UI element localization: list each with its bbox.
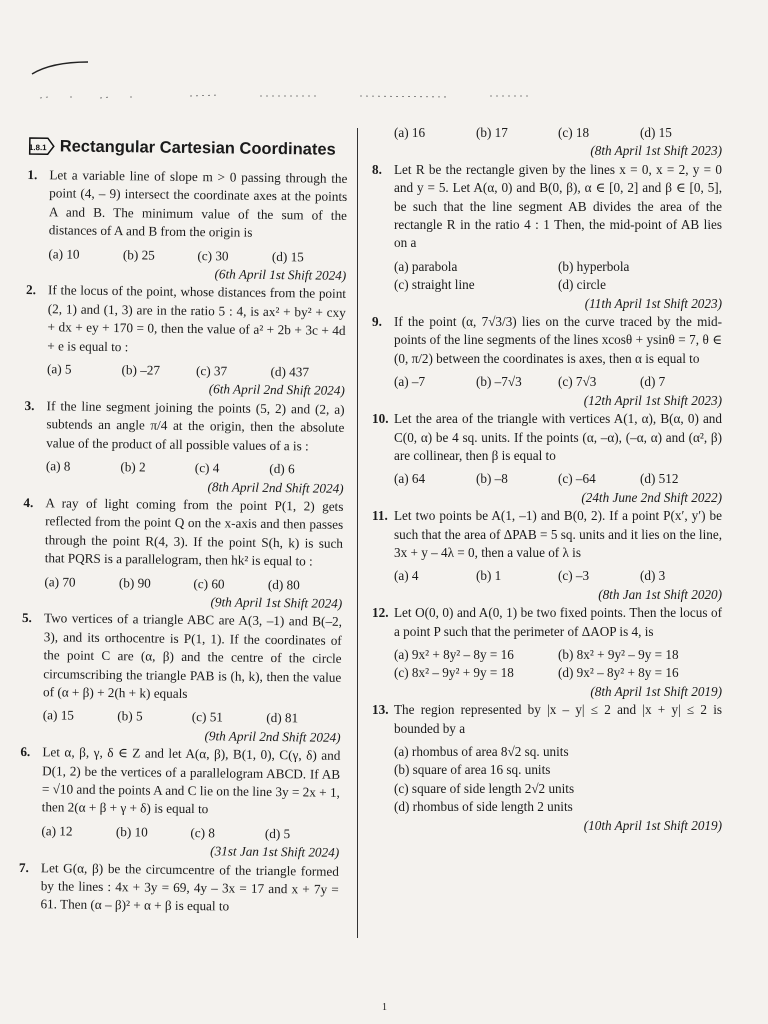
question-number: 12. [372,605,389,621]
answer-option: (b) square of area 16 sq. units [394,762,551,778]
question-number: 3. [24,397,35,413]
answer-option: (a) –7 [394,374,426,390]
answer-option: (c) 8x² – 9y² + 9y = 18 [394,665,514,681]
section-number-badge-icon [28,134,56,158]
exam-source-label: (8th April 1st Shift 2019) [590,683,722,699]
answer-options [26,245,346,267]
answer-options [372,470,722,488]
question-item [22,494,343,613]
answer-option: (d) circle [558,277,606,293]
question-text: Let G(α, β) be the circumcentre of the triangle formed by the lines : 4x + 3y = 69, 4y – 3x = 17 and x + 7y = 61. Then (α – β)² + α + β is equal to [40,859,340,914]
exam-source-label: (9th April 2nd Shift 2024) [204,727,341,745]
question-text: Let α, β, γ, δ ∈ Z and let A(α, β), B(1, 0), C(γ, δ) and D(1, 2) be the vertices of a parallelogram ABCD. If AB = √10 and the points A and C lie on the line 3y = 2x + 1, then 2(α + β + γ + δ) is equal to [41,744,341,817]
answer-option: (b) 90 [118,574,151,591]
answer-option: (c) 18 [558,125,590,140]
answer-option: (b) –27 [121,362,161,378]
pen-scribble-mark [30,58,90,78]
answer-options [372,646,722,683]
answer-option: (b) –7√3 [476,374,522,390]
page-number: 1 [382,1002,387,1013]
answer-option: (b) hyperbola [558,258,630,274]
answer-option: (c) 51 [191,709,224,725]
answer-options [372,258,722,295]
answer-option: (d) 81 [266,710,299,726]
answer-options [25,360,345,382]
answer-option: (d) 80 [267,576,300,592]
question-number: 10. [372,411,389,427]
answer-options [372,373,722,391]
exam-source-label: (8th April 2nd Shift 2024) [207,478,344,496]
answer-option: (b) 8x² + 9y² – 9y = 18 [558,646,679,662]
answer-option: (a) 70 [44,573,76,590]
question-text: The region represented by |x – y| ≤ 2 and |x + y| ≤ 2 is bounded by a [394,702,722,736]
question-number: 5. [21,610,32,626]
question-text: Let O(0, 0) and A(0, 1) be two fixed points. Then the locus of a point P such that the perimeter of ΔAOP is 4, is [394,605,722,639]
exam-source-label: (31st Jan 1st Shift 2024) [210,843,340,861]
question-text: Let R be the rectangle given by the lines x = 0, x = 2, y = 0 and y = 5. Let A(α, 0) and B(0, β), α ∈ [0, 2] and β ∈ [0, 5], be such that the line segment AB divides the area of the rectangle R in the ratio 4 : 1 Then, the mid-point of AB lies on a [394,161,722,251]
answer-option: (d) 437 [270,364,310,380]
answer-option: (d) 7 [640,374,666,390]
answer-option: (d) 6 [269,461,295,477]
answer-option: (d) rhombus of side length 2 units [394,799,573,815]
question-number: 7. [18,859,29,875]
left-column [18,128,348,923]
question-number: 13. [372,702,389,718]
exam-source-label: (10th April 1st Shift 2019) [583,817,722,833]
question-item [372,410,722,507]
section-title: Rectangular Cartesian Coordinates [59,137,336,159]
exam-source-label: (6th April 1st Shift 2024) [214,266,347,283]
answer-option: (d) 9x² – 8y² + 8y = 16 [558,665,679,681]
answer-option: (a) 15 [42,707,75,723]
answer-option: (c) –3 [558,568,590,584]
answer-option: (c) 4 [194,460,220,476]
question-number: 4. [23,494,34,510]
answer-option: (d) 5 [264,825,291,842]
exam-source-label: (11th April 1st Shift 2023) [584,295,722,311]
answer-option: (d) 3 [640,568,666,584]
question-item [25,281,346,400]
column-divider [357,128,358,938]
answer-option: (a) 4 [394,568,419,584]
answer-option: (b) 5 [117,708,143,724]
answer-option: (d) 512 [640,471,679,487]
answer-option: (a) 9x² + 8y² – 8y = 16 [394,646,514,662]
exam-source-label: (9th April 1st Shift 2024) [210,594,343,611]
section-header [28,134,348,162]
answer-option: (c) square of side length 2√2 units [394,780,575,796]
answer-option: (a) 10 [48,245,80,262]
answer-option: (d) 15 [271,248,304,265]
right-column [372,124,722,835]
question-text: If the locus of the point, whose distances from the point (2, 1) and (1, 3) are in the ratio 5 : 4, is ax² + by² + cxy + dx + ey + 170 = 0, then the value of a² + 2b + 3c + 4d + e is equal to : [47,282,347,354]
question-item [372,507,722,604]
answer-option: (d) 15 [640,125,672,140]
answer-option: (c) 7√3 [558,374,597,390]
answer-option: (a) 8 [45,458,71,474]
question-item [372,313,722,410]
question-number: 2. [25,282,37,298]
answer-option: (c) –64 [558,471,596,487]
answer-option: (b) 10 [115,823,148,840]
question-text: Let a variable line of slope m > 0 passing through the point (4, – 9) intersect the coordinate axes at the points A and B. The minimum value of the sum of the distances of A and B from the origin is [48,167,348,240]
answer-option: (c) 8 [190,824,216,841]
faint-scan-marks [30,88,670,102]
answer-options [372,743,722,817]
exam-source-label: (12th April 1st Shift 2023) [583,392,722,408]
answer-options [22,572,342,594]
question-item [18,859,339,918]
question-item [24,397,345,498]
answer-option: (c) 60 [193,575,225,591]
answer-option: (a) 64 [394,471,426,487]
answer-options [24,457,344,479]
question-text: If the line segment joining the points (5, 2) and (2, a) subtends an angle π/4 at the origin, then the absolute value of the product of all possible values of a is : [46,398,345,454]
answer-option: (b) –8 [476,471,508,487]
answer-option: (c) 30 [197,247,229,264]
answer-options [19,822,339,844]
answer-option: (b) 2 [120,459,146,475]
question-number: 9. [372,314,382,330]
exam-source-label: (6th April 2nd Shift 2024) [208,381,345,399]
question-item [20,609,342,747]
exam-source-label: (8th April 1st Shift 2023) [590,143,722,159]
answer-option: (b) 25 [122,246,155,263]
answer-options [372,567,722,585]
question-text: Let two points be A(1, –1) and B(0, 2). If a point P(x′, y′) be such that the area of ΔPAB = 5 sq. units and it lies on the line, 3x + y – 4λ = 0, then a value of λ is [394,508,722,560]
question-item [372,701,722,835]
answer-option: (c) 37 [195,363,228,379]
question-number: 11. [372,508,388,524]
question-item [19,743,340,862]
question-number: 1. [27,166,38,183]
svg-text:1.8.1: 1.8.1 [28,143,47,153]
question-number: 6. [20,744,31,760]
question-item [26,166,347,285]
exam-source-label: (24th June 2nd Shift 2022) [581,489,722,505]
answer-option: (a) rhombus of area 8√2 sq. units [394,744,569,759]
question-number: 8. [372,161,382,177]
question-text: A ray of light coming from the point P(1, 2) gets reflected from the point Q on the x-axis and then passes through the point R(4, 3). If the point S(h, k) is such that PQRS is a parallelogram, then hk² is equal to : [44,495,344,569]
question-item [372,161,722,313]
exam-source-label: (8th Jan 1st Shift 2020) [598,586,722,602]
answer-option: (a) 5 [46,361,72,377]
question-text: Let the area of the triangle with vertices A(1, α), B(α, 0) and C(0, α) be 4 sq. units. If the points (α, –α), (–α, α) and (α², β) are collinear, then β is equal to [394,411,722,463]
question-text: If the point (α, 7√3/3) lies on the curve traced by the mid-points of the line segments of the lines xcosθ + ysinθ = 7, θ ∈ (0, π/2) between the coordinates is axes, then α is equal to [394,314,722,366]
answer-option: (a) 12 [41,823,73,839]
answer-option: (a) 16 [394,125,426,140]
question-item [372,124,722,161]
answer-options [372,124,722,142]
answer-option: (b) 1 [476,568,502,584]
answer-option: (b) 17 [476,125,508,140]
answer-option: (c) straight line [394,277,475,293]
answer-option: (a) parabola [394,258,458,274]
question-item [372,604,722,701]
question-text: Two vertices of a triangle ABC are A(3, –1) and B(–2, 3), and its orthocentre is P(1, 1). If the coordinates of the point C are (α, β) and the centre of the circle circumscribing the triangle PAB is (h, k), then the value of (α + β) + 2(h + k) equals [43,610,343,701]
answer-options [21,706,341,728]
